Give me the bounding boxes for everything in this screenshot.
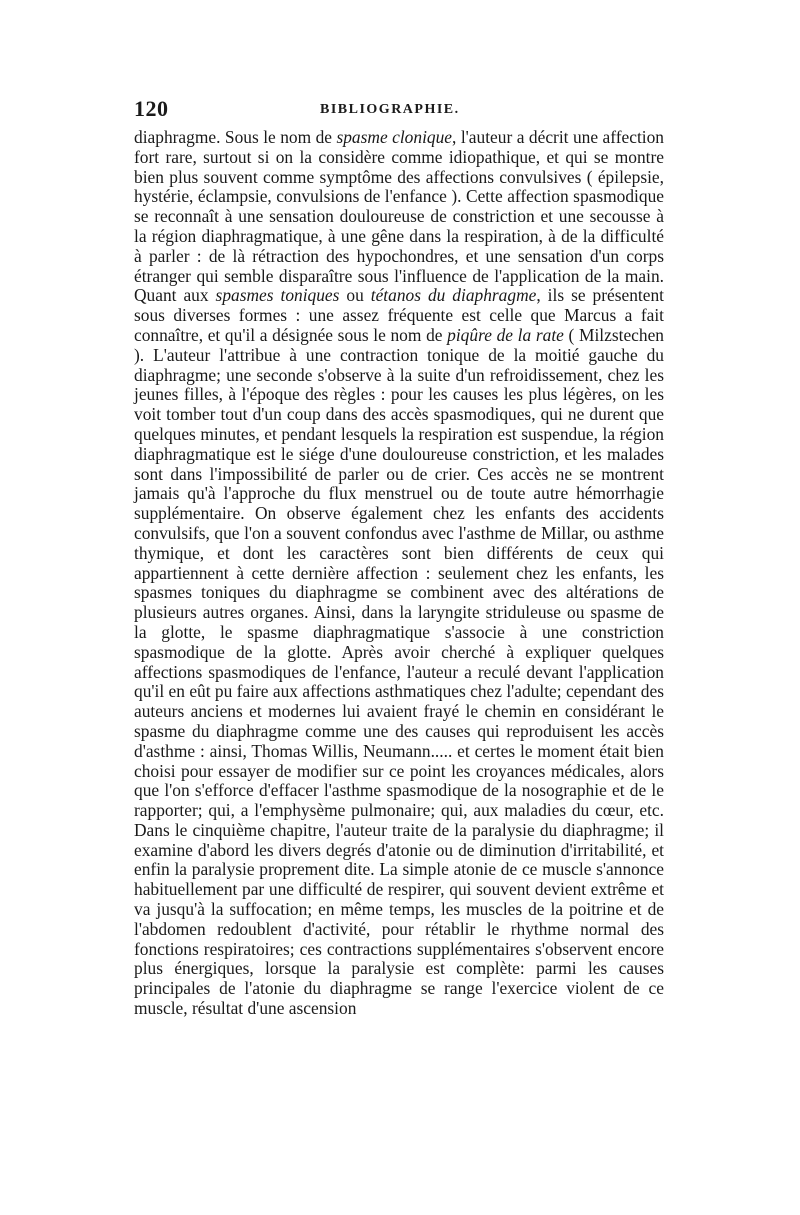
text-segment: diaphragme. Sous le nom de <box>134 127 337 147</box>
running-head: BIBLIOGRAPHIE. <box>320 102 460 117</box>
italic-term: spasmes toniques <box>215 285 340 306</box>
page-number: 120 <box>134 96 169 121</box>
italic-term: tétanos du diaphragme <box>370 285 537 306</box>
text-segment: ( Milzstechen ). L'auteur l'attribue à une contraction tonique de la moitié gauche du diaphragme; une seconde s'observe à la suite d'un refroidissement, chez les jeunes filles, à l'époque des règles : pour les causes les plus légères, on les voit tomber tout d'un coup dans des accès spasmodiques, qui ne durent que quelques minutes, et pendant lesquels la respiration est suspendue, la région diaphragmatique est le siége d'une douloureuse constriction, et les malades sont dans l'impossibilité de parler ou de crier. Ces accès ne se montrent jamais qu'à l'approche du flux menstruel ou de toute autre hémorrhagie supplémentaire. On observe également chez les enfants des accidents convulsifs, que l'on a souvent confondus avec l'asthme de Millar, ou asthme thymique, et dont les caractères sont bien différents de ceux qui appartiennent à cette dernière affection : seulement chez les enfants, les spasmes toniques du diaphragme se combinent avec des altérations de plusieurs autres organes. Ainsi, dans la laryngite striduleuse ou spasme de la glotte, le spasme diaphragmatique s'associe à une constriction spasmodique de la glotte. Après avoir cherché à expliquer quelques affections spasmodiques de l'enfance, l'auteur a reculé devant l'application qu'il en eût pu faire aux affections asthmatiques chez l'adulte; cependant des auteurs anciens et modernes lui avaient frayé le chemin en considérant le spasme du diaphragme comme une des causes qui reproduisent les accès d'asthme : ainsi, Thomas Willis, Neumann..... et certes le moment était bien choisi pour essayer de modifier sur ce point les croyances médicales, alors que l'on s'efforce d'effacer l'asthme spasmodique de la nosographie et de le rapporter; qui, a l'emphysème pulmonaire; qui, aux maladies du cœur, etc. Dans le cinquième chapitre, l'auteur traite de la paralysie du diaphragme; il examine d'abord les divers degrés d'atonie ou de diminution d'irritabilité, et enfin la paralysie proprement dite. La simple atonie de ce muscle s'annonce habituellement par une difficulté de respirer, qui souvent devient extrême et va jusqu'à la suffocation; en même temps, les muscles de la poitrine et de l'abdomen redoublent d'activité, pour rétablir le rhythme normal des fonctions respiratoires; ces contractions supplémentaires s'observent encore plus énergiques, lorsque la paralysie est complète: parmi les causes principales de l'atonie du diaphragme se range l'exercice violent de ce muscle, résultat d'une ascension <box>134 324 664 1019</box>
book-page <box>134 96 664 1019</box>
text-segment: ou <box>339 285 371 306</box>
italic-term: piqûre de la rate <box>447 324 564 345</box>
body-paragraph <box>134 128 664 1019</box>
page-header <box>134 96 664 128</box>
italic-term: spasme clonique <box>336 127 453 147</box>
text-segment: , l'auteur a décrit une affection fort rare, surtout si on la considère comme idiopathique, et qui se montre bien plus souvent comme symptôme des affections convulsives ( épilepsie, hystérie, éclampsie, convulsions de l'enfance ). Cette affection spasmodique se reconnaît à une sensation douloureuse de constriction et une secousse à la région diaphragmatique, à une gêne dans la respiration, à de la difficulté à parler : de là rétraction des hypochondres, et une sensation d'un corps étranger qui semble disparaître sous l'influence de l'application de la main. Quant aux <box>134 127 665 306</box>
text-segment: , ils se présentent sous diverses formes : une assez fréquente est celle que Marcus a fait connaître, et qu'il a désignée sous le nom de <box>134 285 664 345</box>
